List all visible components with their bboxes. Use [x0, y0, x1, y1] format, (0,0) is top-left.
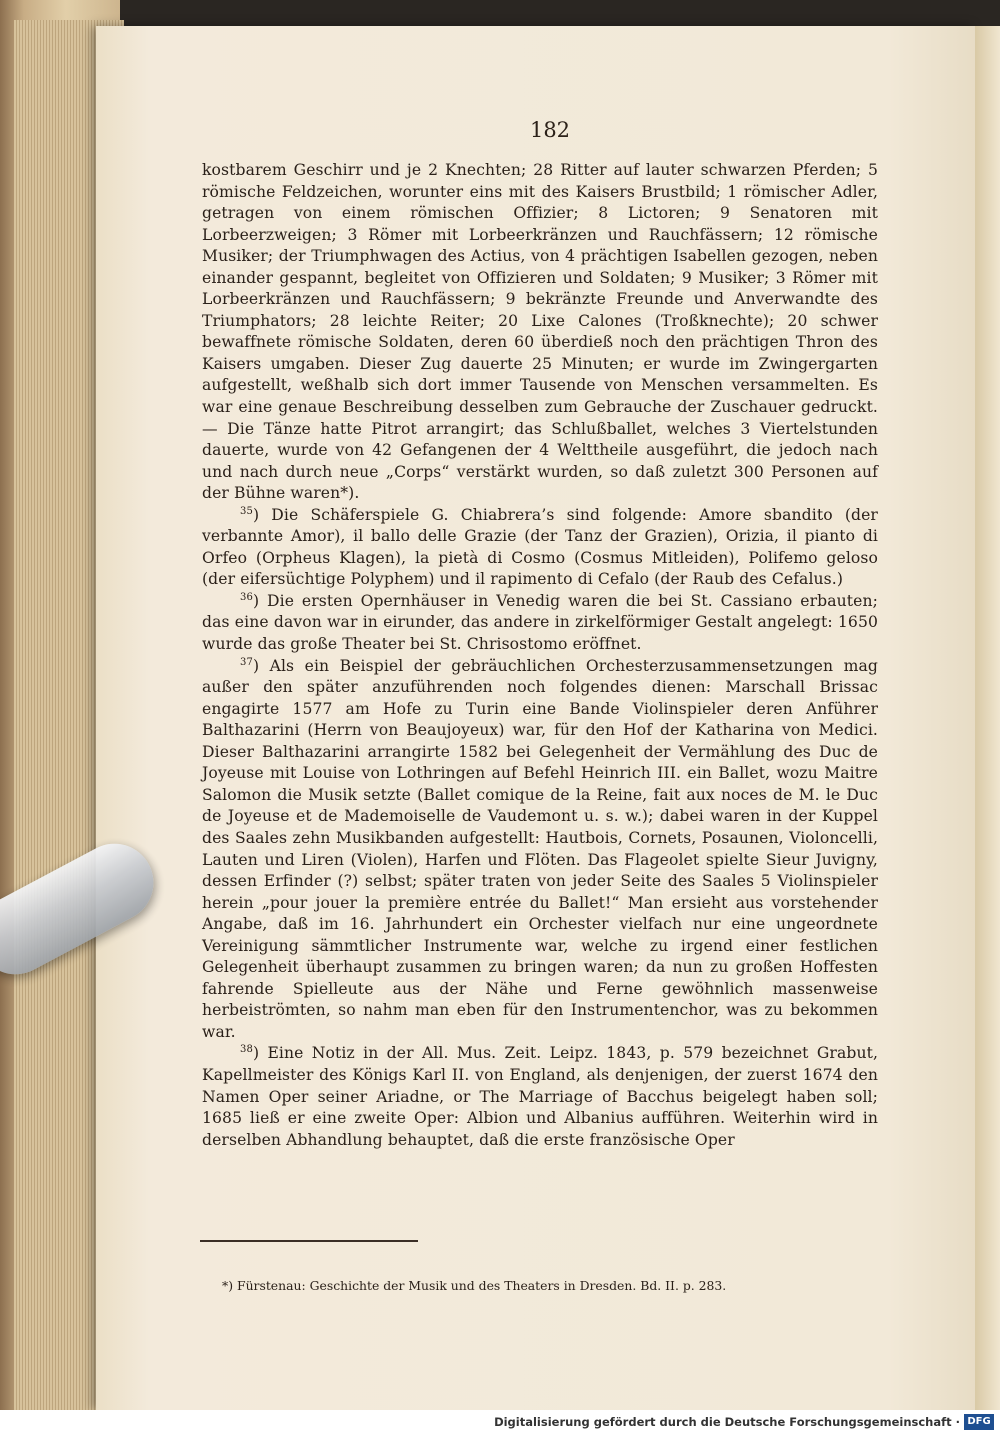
footnote-rule — [200, 1240, 418, 1242]
note-number: 37 — [240, 656, 253, 668]
note-number: 36 — [240, 591, 253, 603]
note-text: Als ein Beispiel der gebräuchlichen Orchesterzusammensetzungen mag außer den später anzuführenden noch folgendes dienen: Marschall Brissac engagirte 1577 am Hofe zu Turin eine Bande Violinspieler deren Anführer Balthazarini (Herrn von Beaujoyeux) war, für den Hof der Katharina von Medici. Dieser Balthazarini arrangirte 1582 bei Gelegenheit der Vermählung des Duc de Joyeuse mit Louise von Lothringen auf Befehl Heinrich III. ein Ballet, wozu Maitre Salomon die Musik setzte (Ballet comique de la Reine, fait aux noces de M. le Duc de Joyeuse et de Mademoiselle de Vaudemont u. s. w.); dabei waren in der Kuppel des Saales zehn Musikbanden aufgestellt: Hautbois, Cornets, Posaunen, Violoncelli, Lauten und Liren (Violen), Harfen und Flöten. Das Flageolet spielte Sieur Juvigny, dessen Erfinder (?) selbst; später traten von jeder Seite des Saales 5 Violinspieler herein „pour jouer la première entrée du Ballet!“ Man ersieht aus vorstehender Angabe, daß im 16. Jahrhundert ein Orchester vielfach nur eine ungeordnete Vereinigung sämmtlicher Instrumente war, welche zu irgend einer festlichen Gelegenheit überhaupt zusammen zu bringen waren; da nun zu großen Hoffesten fahrende Spielleute aus der Nähe und Ferne gewöhnlich massenweise herbeiströmten, so nahm man eben für den Instrumentenchor, was zu bekommen war. — [202, 656, 878, 1041]
note-text: Die ersten Opernhäuser in Venedig waren die bei St. Cassiano erbauten; das eine davon war in eirunder, das andere in zirkelförmiger Gestalt angelegt: 1650 wurde das große Theater bei St. Chrisostomo eröffnet. — [202, 591, 878, 654]
body-paragraph: kostbarem Geschirr und je 2 Knechten; 28 Ritter auf lauter schwarzen Pferden; 5 römische Feldzeichen, worunter eins mit des Kaisers Brustbild; 1 römischer Adler, getragen von einem römischen Offizier; 8 Lictoren; 9 Senatoren mit Lorbeerzweigen; 3 Römer mit Lorbeerkränzen und Rauchfässern; 12 römische Musiker; der Triumphwagen des Actius, von 4 prächtigen Isabellen gezogen, neben einander gespannt, begleitet von Offizieren und Soldaten; 9 Musiker; 3 Römer mit Lorbeerkränzen und Rauchfässern; 9 bekränzte Freunde und Anverwandte des Triumphators; 28 leichte Reiter; 20 Lixe Calones (Troßknechte); 20 schwer bewaffnete römische Soldaten, deren 60 überdieß noch den prächtigen Thron des Kaisers umgaben. Dieser Zug dauerte 25 Minuten; er wurde im Zwingergarten aufgestellt, weßhalb sich dort immer Tausende von Menschen versammelten. Es war eine genaue Beschreibung desselben zum Gebrauche der Zuschauer gedruckt. — Die Tänze hatte Pitrot arrangirt; das Schlußballet, welches 3 Viertelstunden dauerte, wurde von 42 Gefangenen der 4 Welttheile ausgeführt, die jedoch nach und nach durch neue „Corps“ verstärkt wurden, so daß zuletzt 300 Personen auf der Bühne waren*). — [202, 161, 878, 503]
page-edge-right — [975, 26, 1000, 1410]
footnote-36: $^{36}$) Die ersten Opernhäuser in Venedig waren die bei St. Cassiano erbauten; das eine davon war in eirunder, das andere in zirkelförmiger Gestalt angelegt: 1650 wurde das große Theater bei St. Chrisostomo eröffnet. — [202, 591, 878, 654]
note-text: Eine Notiz in der All. Mus. Zeit. Leipz. 1843, p. 579 bezeichnet Grabut, Kapellmeister des Königs Karl II. von England, als denjenigen, der zuerst 1674 den Namen Oper seiner Ariadne, or The Marriage of Bacchus beigelegt haben soll; 1685 ließ er eine zweite Oper: Albion und Albanius aufführen. Weiterhin wird in derselben Abhandlung behauptet, daß die erste französische Oper — [202, 1044, 879, 1149]
note-number: 35 — [240, 505, 253, 517]
funding-caption: Digitalisierung gefördert durch die Deutsche Forschungsgemeinschaft · — [494, 1415, 960, 1429]
footnote-38: $^{38}$) Eine Notiz in der All. Mus. Zeit. Leipz. 1843, p. 579 bezeichnet Grabut, Kapellmeister des Königs Karl II. von England, als denjenigen, der zuerst 1674 den Namen Oper seiner Ariadne, or The Marriage of Bacchus beigelegt haben soll; 1685 ließ er eine zweite Oper: Albion und Albanius aufführen. Weiterhin wird in derselben Abhandlung behauptet, daß die erste französische Oper — [202, 1044, 879, 1149]
footnote-37: $^{37}$) Als ein Beispiel der gebräuchlichen Orchesterzusammensetzungen mag außer den später anzuführenden noch folgendes dienen: Marschall Brissac engagirte 1577 am Hofe zu Turin eine Bande Violinspieler deren Anführer Balthazarini (Herrn von Beaujoyeux) war, für den Hof der Katharina von Medici. Dieser Balthazarini arrangirte 1582 bei Gelegenheit der Vermählung des Duc de Joyeuse mit Louise von Lothringen auf Befehl Heinrich III. ein Ballet, wozu Maitre Salomon die Musik setzte (Ballet comique de la Reine, fait aux noces de M. le Duc de Joyeuse et de Mademoiselle de Vaudemont u. s. w.); dabei waren in der Kuppel des Saales zehn Musikbanden aufgestellt: Hautbois, Cornets, Posaunen, Violoncelli, Lauten und Liren (Violen), Harfen und Flöten. Das Flageolet spielte Sieur Juvigny, dessen Erfinder (?) selbst; später traten von jeder Seite des Saales 5 Violinspieler herein „pour jouer la première entrée du Ballet!“ Man ersieht aus vorstehender Angabe, daß im 16. Jahrhundert ein Orchester vielfach nur eine ungeordnete Vereinigung sämmtlicher Instrumente war, welche zu irgend einer festlichen Gelegenheit überhaupt zusammen zu bringen waren; da nun zu großen Hoffesten fahrende Spielleute aus der Nähe und Ferne gewöhnlich massenweise herbeiströmten, so nahm man eben für den Instrumentenchor, was zu bekommen war. — [202, 656, 878, 1041]
page-text — [202, 160, 878, 1151]
page-footnote: *) Fürstenau: Geschichte der Musik und des Theaters in Dresden. Bd. II. p. 283. — [222, 1278, 727, 1293]
note-text: Die Schäferspiele G. Chiabrera’s sind folgende: Amore sbandito (der verbannte Amor), il ballo delle Grazie (der Tanz der Grazien), Orizia, il pianto di Orfeo (Orpheus Klagen), la pietà di Cosmo (Cosmus Mitleiden), Polifemo geloso (der eifersüchtige Polyphem) und il rapimento di Cefalo (der Raub des Cefalus.) — [202, 505, 878, 589]
dfg-logo-icon: DFG — [964, 1414, 994, 1430]
footnote-35: $^{35}$) Die Schäferspiele G. Chiabrera’s sind folgende: Amore sbandito (der verbannte Amor), il ballo delle Grazie (der Tanz der Grazien), Orizia, il pianto di Orfeo (Orpheus Klagen), la pietà di Cosmo (Cosmus Mitleiden), Polifemo geloso (der eifersüchtige Polyphem) und il rapimento di Cefalo (der Raub des Cefalus.) — [202, 505, 878, 589]
page-number: 182 — [529, 118, 571, 142]
note-number: 38 — [240, 1044, 253, 1056]
